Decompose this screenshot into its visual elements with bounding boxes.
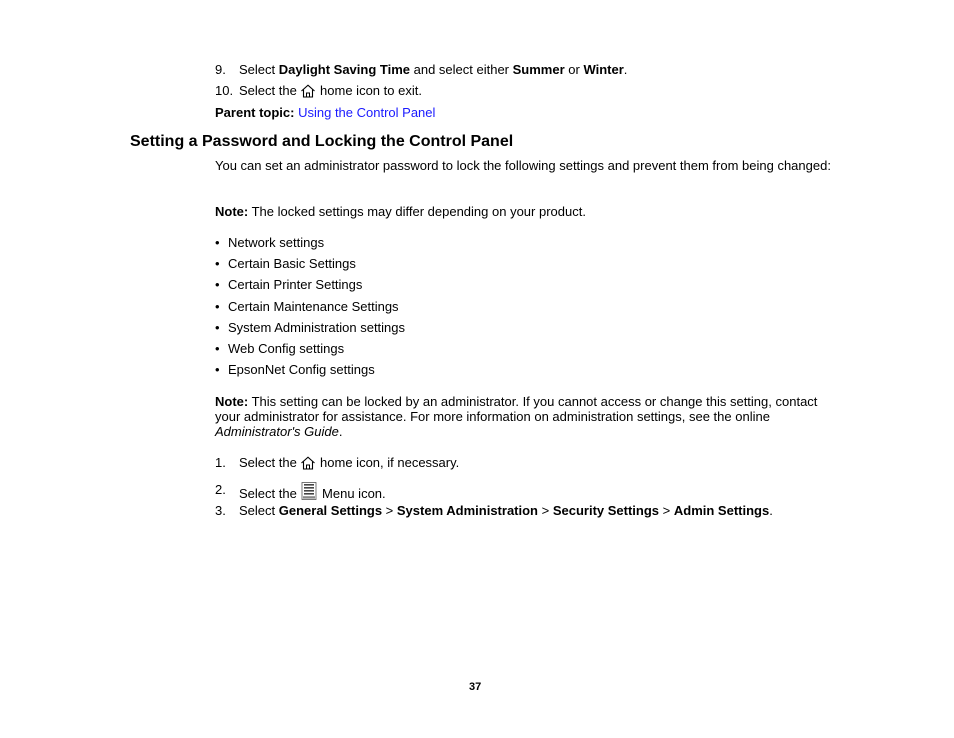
section-title: Setting a Password and Locking the Control Panel	[130, 133, 514, 150]
step-text: Select Daylight Saving Time and select either Summer or Winter.	[239, 62, 628, 77]
note-administrator: Note: This setting can be locked by an administrator. If you cannot access or change this setting, contact your administrator for assistance. For more information on administration settings, see the online Administrator's Guide.	[215, 394, 818, 439]
step-text: Select General Settings > System Administration > Security Settings > Admin Settings.	[239, 503, 773, 518]
parent-topic	[215, 105, 435, 120]
step-text: Select the home icon, if necessary.	[239, 455, 459, 473]
home-icon	[300, 456, 316, 473]
home-icon	[300, 84, 316, 101]
intro-paragraph: You can set an administrator password to lock the following settings and prevent them from being changed:	[215, 158, 831, 173]
parent-topic-link[interactable]: Using the Control Panel	[298, 105, 436, 120]
step-number: 2.	[215, 482, 226, 497]
step-number: 1.	[215, 455, 226, 470]
step-number: 10.	[215, 83, 234, 98]
step-number: 3.	[215, 503, 226, 518]
step-number: 9.	[215, 62, 226, 77]
note-locked-settings: Note: The locked settings may differ depending on your product.	[215, 204, 586, 219]
menu-icon	[300, 482, 318, 503]
page-number: 37	[469, 681, 482, 693]
step-text: Select the home icon to exit.	[239, 83, 422, 101]
step-text: Select the Menu icon.	[239, 482, 386, 503]
parent-topic-label: Parent topic:	[215, 105, 295, 120]
